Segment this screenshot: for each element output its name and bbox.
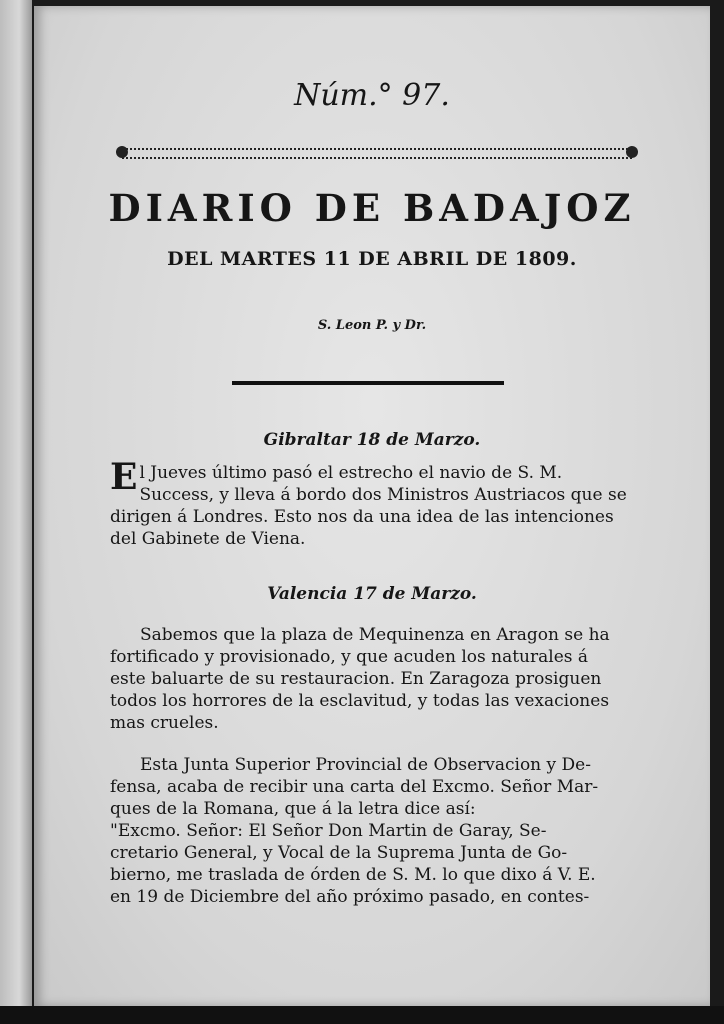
text-line: fensa, acaba de recibir una carta del Excmo. Señor Mar- (110, 777, 599, 797)
ornament-right (626, 146, 638, 158)
gibraltar-heading: Gibraltar 18 de Marzo. (263, 430, 481, 450)
divider-rule (232, 381, 504, 385)
gibraltar-paragraph (110, 456, 638, 550)
text-line: en 19 de Diciembre del año próximo pasado, en contes- (110, 887, 590, 907)
text-line: del Gabinete de Viena. (110, 529, 306, 549)
dateline: DEL MARTES 11 DE ABRIL DE 1809. (167, 248, 577, 270)
text-line: Success, y lleva á bordo dos Ministros Austriacos que se (139, 485, 627, 505)
text-line: "Excmo. Señor: El Señor Don Martin de Garay, Se- (110, 821, 547, 841)
text-line: fortificado y provisionado, y que acuden los naturales á (110, 647, 589, 667)
drop-cap: E (110, 456, 138, 498)
masthead-title: DIARIO DE BADAJOZ (108, 186, 636, 230)
saints-of-day: S. Leon P. y Dr. (317, 318, 427, 333)
text-line: mas crueles. (110, 713, 219, 733)
text-line: ques de la Romana, que á la letra dice así: (110, 799, 476, 819)
text-line: cretario General, y Vocal de la Suprema Junta de Go- (110, 843, 568, 863)
text-line: dirigen á Londres. Esto nos da una idea de las intenciones (110, 507, 614, 527)
valencia-heading: Valencia 17 de Marzo. (267, 584, 477, 604)
text-line-content: l Jueves último pasó el estrecho el navio de S. M. (139, 463, 563, 483)
text-line: todos los horrores de la esclavitud, y todas las vexaciones (110, 691, 610, 711)
junta-paragraph (110, 754, 638, 908)
text-line: bierno, me traslada de órden de S. M. lo que dixo á V. E. (110, 865, 596, 885)
text-line: Sabemos que la plaza de Mequinenza en Aragon se ha (140, 625, 610, 645)
text-line: Esta Junta Superior Provincial de Observacion y De- (140, 755, 591, 775)
issue-number: Núm.° 97. (294, 78, 450, 113)
text-line: este baluarte de su restauracion. En Zaragoza prosiguen (110, 669, 602, 689)
scan-border (0, 1006, 724, 1024)
ornamental-rule (122, 148, 632, 159)
valencia-paragraph (110, 624, 638, 734)
facing-page-edge (0, 0, 32, 1024)
newspaper-page (34, 6, 710, 1006)
